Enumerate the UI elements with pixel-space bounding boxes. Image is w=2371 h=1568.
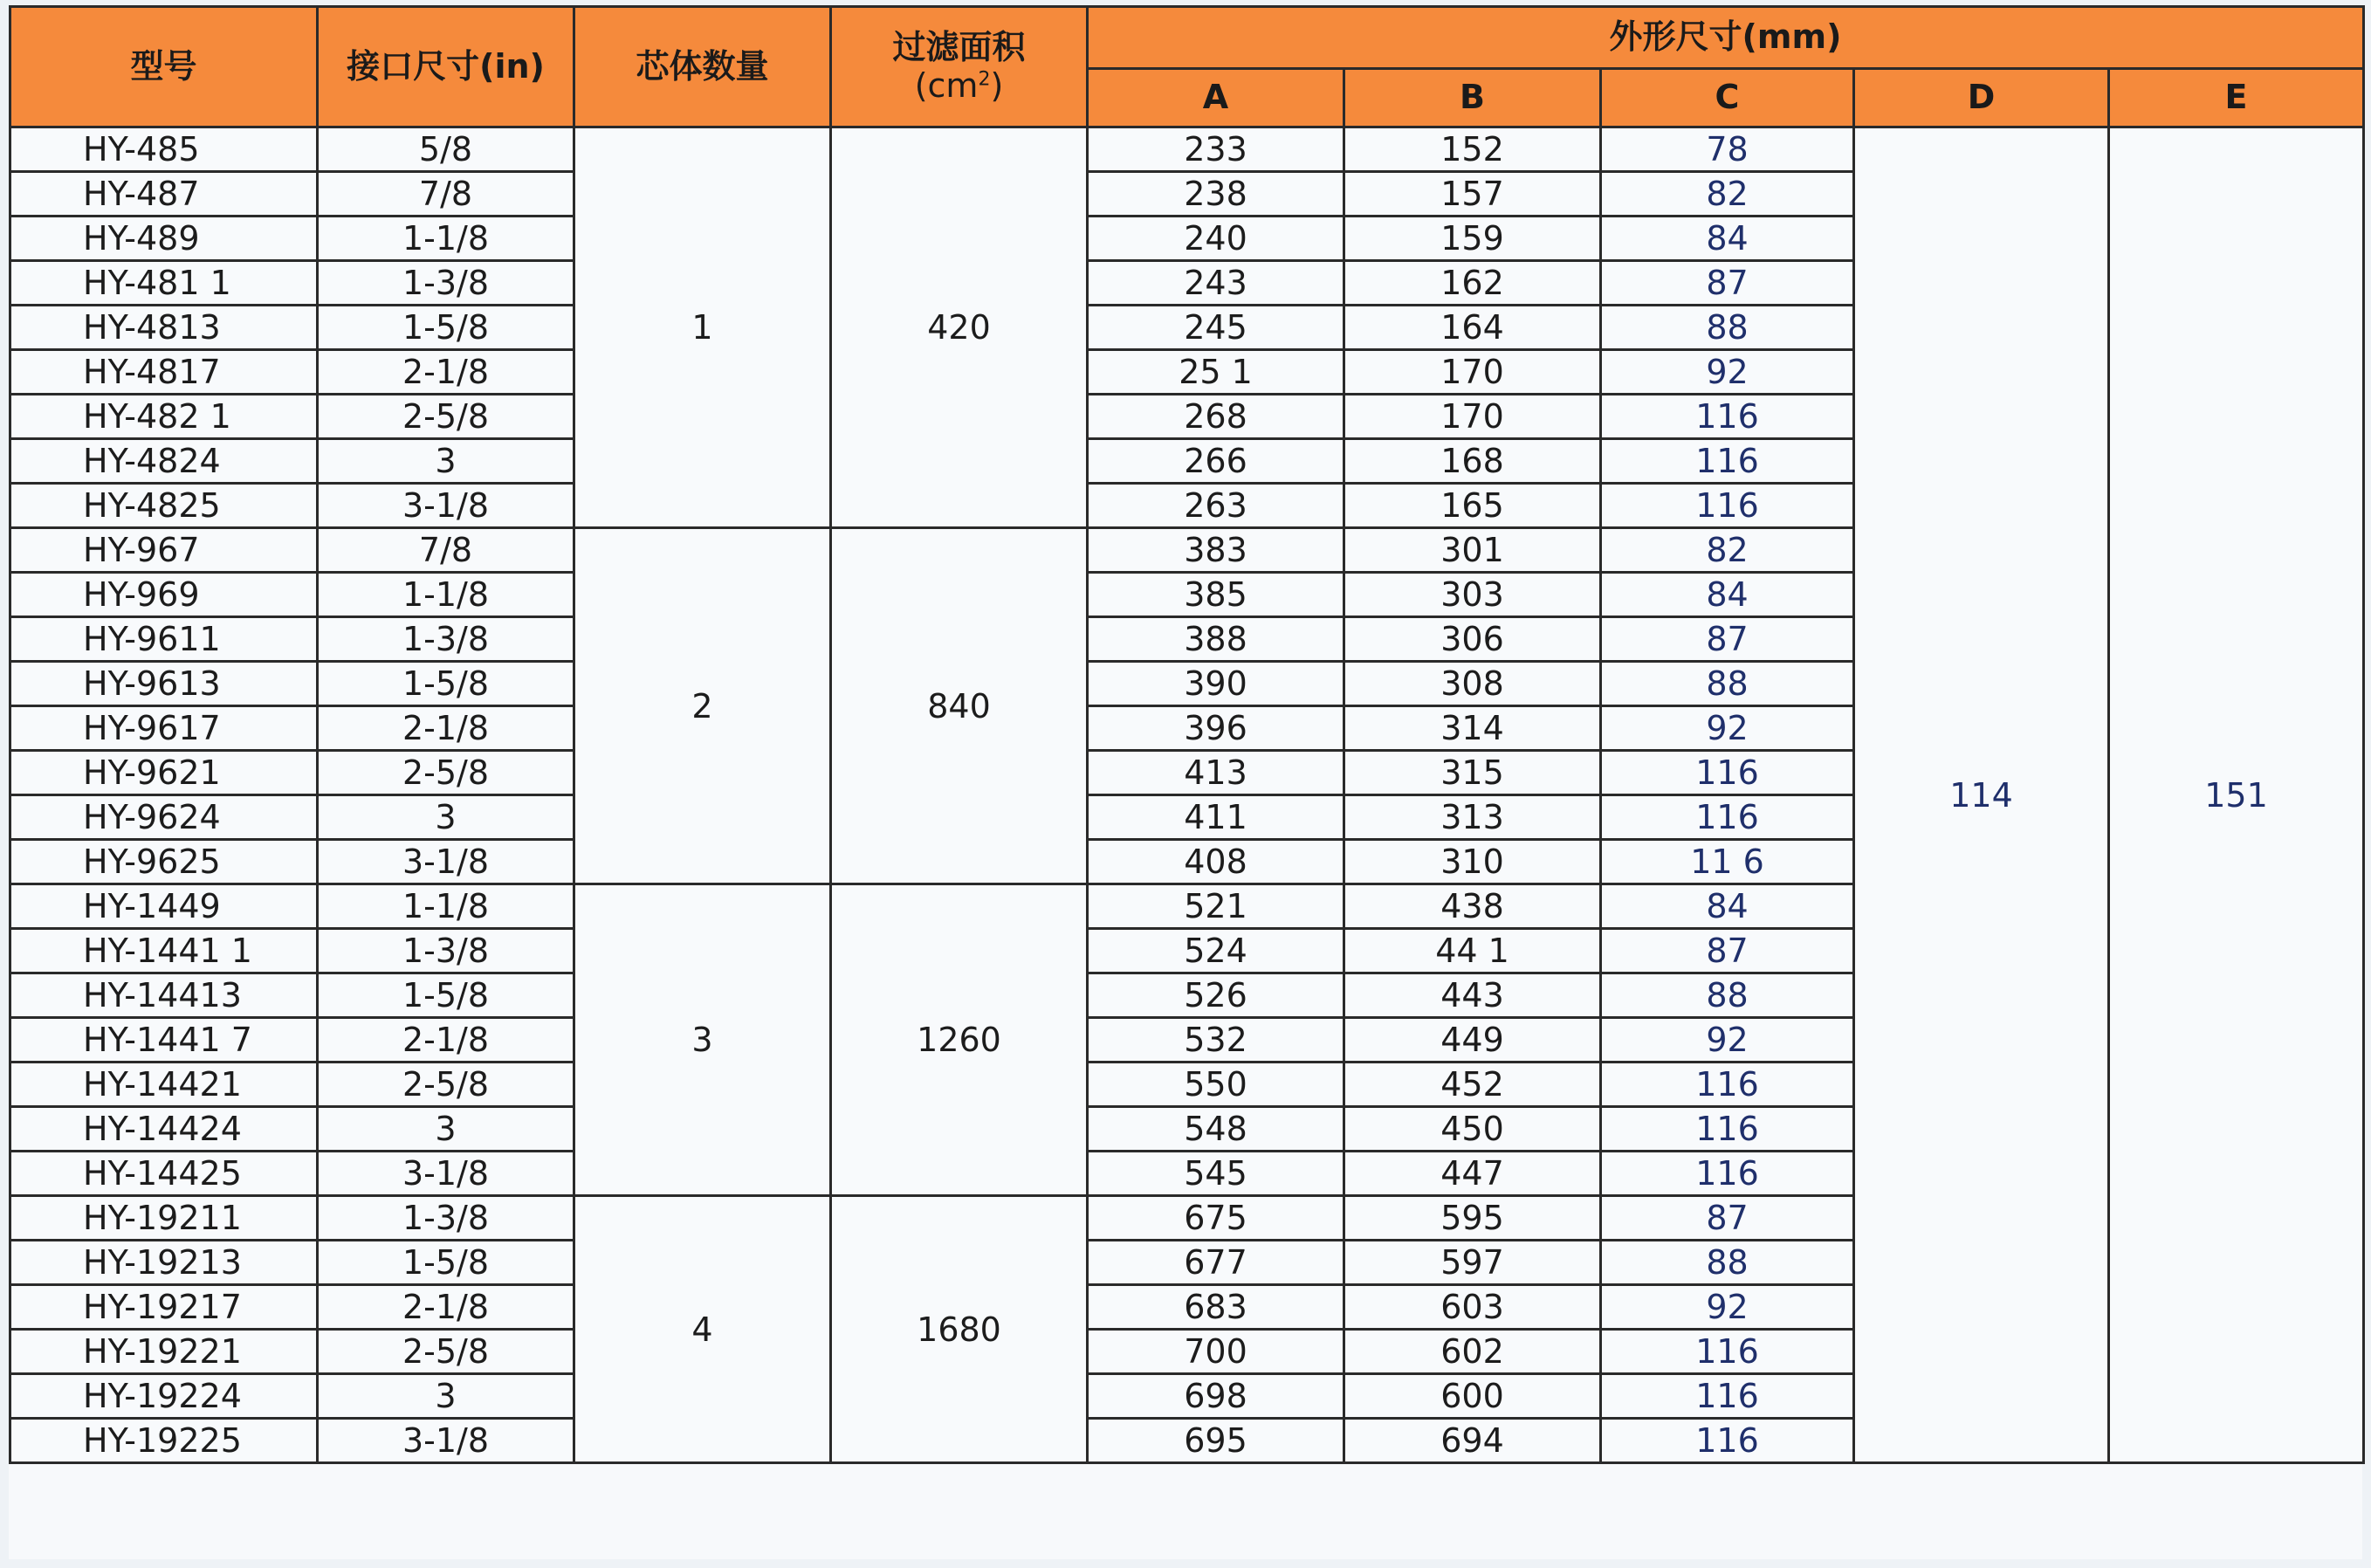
header-col-c: C [1601, 69, 1854, 127]
cell-model: HY-4825 [10, 484, 318, 528]
cell-dim-b: 597 [1344, 1241, 1601, 1285]
cell-dim-a: 263 [1088, 484, 1344, 528]
cell-dim-c: 88 [1601, 973, 1854, 1018]
cell-model: HY-19224 [10, 1374, 318, 1419]
cell-dim-b: 603 [1344, 1285, 1601, 1330]
cell-dim-a: 700 [1088, 1330, 1344, 1374]
header-col-d: D [1854, 69, 2109, 127]
cell-dim-c: 116 [1601, 1330, 1854, 1374]
cell-model: HY-967 [10, 528, 318, 573]
cell-port-size: 3-1/8 [318, 1419, 574, 1463]
cell-dim-c: 116 [1601, 439, 1854, 484]
cell-dim-a: 683 [1088, 1285, 1344, 1330]
spec-table [9, 5, 2365, 1464]
cell-port-size: 1-3/8 [318, 1196, 574, 1241]
cell-model: HY-487 [10, 172, 318, 217]
cell-model: HY-14413 [10, 973, 318, 1018]
cell-model: HY-4813 [10, 306, 318, 350]
cell-dim-c: 87 [1601, 1196, 1854, 1241]
cell-port-size: 1-3/8 [318, 261, 574, 306]
cell-dim-c: 92 [1601, 706, 1854, 751]
cell-model: HY-19221 [10, 1330, 318, 1374]
cell-port-size: 7/8 [318, 528, 574, 573]
cell-dim-c: 84 [1601, 573, 1854, 617]
cell-dim-a: 411 [1088, 795, 1344, 840]
cell-dim-a: 245 [1088, 306, 1344, 350]
cell-core-count: 1 [574, 127, 831, 528]
cell-dim-b: 170 [1344, 395, 1601, 439]
cell-model: HY-969 [10, 573, 318, 617]
cell-model: HY-9613 [10, 662, 318, 706]
cell-dim-a: 532 [1088, 1018, 1344, 1063]
cell-model: HY-9621 [10, 751, 318, 795]
cell-dim-c: 116 [1601, 1063, 1854, 1107]
cell-dim-b: 164 [1344, 306, 1601, 350]
cell-port-size: 1-3/8 [318, 929, 574, 973]
cell-port-size: 2-1/8 [318, 350, 574, 395]
table-body [10, 127, 2364, 1463]
cell-model: HY-489 [10, 217, 318, 261]
cell-port-size: 1-1/8 [318, 884, 574, 929]
header-model: 型号 [10, 7, 318, 127]
spec-sheet [9, 5, 2362, 1559]
cell-dim-b: 162 [1344, 261, 1601, 306]
cell-core-count: 3 [574, 884, 831, 1196]
cell-model: HY-14421 [10, 1063, 318, 1107]
cell-dim-a: 396 [1088, 706, 1344, 751]
cell-port-size: 2-5/8 [318, 395, 574, 439]
cell-model: HY-14424 [10, 1107, 318, 1152]
cell-dim-c: 116 [1601, 395, 1854, 439]
cell-dim-b: 303 [1344, 573, 1601, 617]
cell-port-size: 3 [318, 1374, 574, 1419]
cell-filter-area: 1680 [831, 1196, 1088, 1463]
cell-dim-b: 159 [1344, 217, 1601, 261]
cell-dim-b: 301 [1344, 528, 1601, 573]
cell-model: HY-19225 [10, 1419, 318, 1463]
cell-dim-b: 44 1 [1344, 929, 1601, 973]
cell-model: HY-4824 [10, 439, 318, 484]
cell-port-size: 2-1/8 [318, 1285, 574, 1330]
cell-dim-a: 240 [1088, 217, 1344, 261]
cell-dim-b: 449 [1344, 1018, 1601, 1063]
cell-dim-c: 11 6 [1601, 840, 1854, 884]
cell-port-size: 3 [318, 795, 574, 840]
cell-dim-d: 114 [1854, 127, 2109, 1463]
header-port-size: 接口尺寸(in) [318, 7, 574, 127]
cell-dim-c: 88 [1601, 306, 1854, 350]
cell-dim-b: 308 [1344, 662, 1601, 706]
cell-dim-b: 443 [1344, 973, 1601, 1018]
cell-dim-b: 170 [1344, 350, 1601, 395]
cell-dim-c: 88 [1601, 1241, 1854, 1285]
cell-dim-b: 600 [1344, 1374, 1601, 1419]
cell-dim-b: 452 [1344, 1063, 1601, 1107]
cell-dim-c: 82 [1601, 528, 1854, 573]
cell-model: HY-9625 [10, 840, 318, 884]
cell-dim-a: 388 [1088, 617, 1344, 662]
cell-dim-a: 545 [1088, 1152, 1344, 1196]
cell-dim-a: 548 [1088, 1107, 1344, 1152]
header-dimensions: 外形尺寸(mm) [1088, 7, 2364, 69]
cell-model: HY-485 [10, 127, 318, 172]
cell-filter-area: 840 [831, 528, 1088, 884]
cell-dim-c: 116 [1601, 1419, 1854, 1463]
cell-port-size: 2-5/8 [318, 1330, 574, 1374]
cell-dim-a: 413 [1088, 751, 1344, 795]
cell-dim-b: 602 [1344, 1330, 1601, 1374]
cell-dim-a: 524 [1088, 929, 1344, 973]
cell-dim-a: 408 [1088, 840, 1344, 884]
cell-dim-a: 698 [1088, 1374, 1344, 1419]
cell-core-count: 2 [574, 528, 831, 884]
cell-dim-b: 314 [1344, 706, 1601, 751]
cell-dim-a: 390 [1088, 662, 1344, 706]
cell-port-size: 3-1/8 [318, 484, 574, 528]
cell-port-size: 3 [318, 439, 574, 484]
cell-port-size: 3-1/8 [318, 840, 574, 884]
cell-dim-a: 675 [1088, 1196, 1344, 1241]
cell-port-size: 3 [318, 1107, 574, 1152]
cell-model: HY-481 1 [10, 261, 318, 306]
cell-filter-area: 1260 [831, 884, 1088, 1196]
cell-dim-c: 82 [1601, 172, 1854, 217]
cell-dim-b: 450 [1344, 1107, 1601, 1152]
header-filter-area: 过滤面积 $(cm^2)$ [831, 7, 1088, 127]
cell-filter-area: 420 [831, 127, 1088, 528]
cell-dim-a: 550 [1088, 1063, 1344, 1107]
cell-dim-a: 266 [1088, 439, 1344, 484]
cell-dim-c: 116 [1601, 484, 1854, 528]
cell-model: HY-4817 [10, 350, 318, 395]
cell-dim-c: 92 [1601, 1285, 1854, 1330]
header-col-a: A [1088, 69, 1344, 127]
cell-dim-a: 233 [1088, 127, 1344, 172]
cell-port-size: 2-5/8 [318, 751, 574, 795]
cell-port-size: 1-1/8 [318, 573, 574, 617]
cell-dim-b: 315 [1344, 751, 1601, 795]
cell-model: HY-19211 [10, 1196, 318, 1241]
cell-port-size: 1-5/8 [318, 662, 574, 706]
cell-dim-b: 694 [1344, 1419, 1601, 1463]
cell-model: HY-14425 [10, 1152, 318, 1196]
cell-dim-a: 268 [1088, 395, 1344, 439]
cell-dim-b: 595 [1344, 1196, 1601, 1241]
cell-dim-c: 116 [1601, 1107, 1854, 1152]
cell-dim-b: 165 [1344, 484, 1601, 528]
cell-dim-c: 78 [1601, 127, 1854, 172]
cell-dim-e: 151 [2109, 127, 2364, 1463]
cell-port-size: 2-1/8 [318, 1018, 574, 1063]
cell-dim-c: 116 [1601, 751, 1854, 795]
cell-dim-a: 695 [1088, 1419, 1344, 1463]
cell-dim-c: 116 [1601, 1152, 1854, 1196]
cell-dim-c: 84 [1601, 217, 1854, 261]
cell-model: HY-19217 [10, 1285, 318, 1330]
cell-port-size: 1-5/8 [318, 973, 574, 1018]
cell-dim-c: 116 [1601, 1374, 1854, 1419]
cell-port-size: 5/8 [318, 127, 574, 172]
cell-port-size: 1-5/8 [318, 306, 574, 350]
header-col-b: B [1344, 69, 1601, 127]
cell-port-size: 2-1/8 [318, 706, 574, 751]
cell-model: HY-1441 1 [10, 929, 318, 973]
cell-dim-c: 92 [1601, 350, 1854, 395]
cell-dim-a: 243 [1088, 261, 1344, 306]
cell-model: HY-9611 [10, 617, 318, 662]
cell-dim-c: 88 [1601, 662, 1854, 706]
cell-dim-a: 383 [1088, 528, 1344, 573]
cell-dim-a: 238 [1088, 172, 1344, 217]
cell-dim-b: 447 [1344, 1152, 1601, 1196]
cell-dim-a: 526 [1088, 973, 1344, 1018]
cell-dim-c: 92 [1601, 1018, 1854, 1063]
cell-model: HY-482 1 [10, 395, 318, 439]
cell-model: HY-19213 [10, 1241, 318, 1285]
table-row [10, 127, 2364, 172]
cell-dim-a: 25 1 [1088, 350, 1344, 395]
cell-dim-a: 677 [1088, 1241, 1344, 1285]
header-core-count: 芯体数量 [574, 7, 831, 127]
cell-dim-c: 116 [1601, 795, 1854, 840]
cell-dim-b: 306 [1344, 617, 1601, 662]
cell-dim-b: 310 [1344, 840, 1601, 884]
cell-dim-c: 84 [1601, 884, 1854, 929]
header-col-e: E [2109, 69, 2364, 127]
cell-dim-b: 438 [1344, 884, 1601, 929]
cell-port-size: 1-5/8 [318, 1241, 574, 1285]
cell-dim-c: 87 [1601, 617, 1854, 662]
cell-model: HY-1449 [10, 884, 318, 929]
cell-dim-a: 385 [1088, 573, 1344, 617]
cell-port-size: 1-1/8 [318, 217, 574, 261]
cell-port-size: 7/8 [318, 172, 574, 217]
cell-port-size: 3-1/8 [318, 1152, 574, 1196]
cell-dim-b: 168 [1344, 439, 1601, 484]
cell-dim-b: 313 [1344, 795, 1601, 840]
cell-core-count: 4 [574, 1196, 831, 1463]
cell-port-size: 2-5/8 [318, 1063, 574, 1107]
cell-dim-a: 521 [1088, 884, 1344, 929]
cell-dim-c: 87 [1601, 261, 1854, 306]
cell-model: HY-1441 7 [10, 1018, 318, 1063]
cell-dim-c: 87 [1601, 929, 1854, 973]
cell-dim-b: 152 [1344, 127, 1601, 172]
cell-model: HY-9617 [10, 706, 318, 751]
cell-model: HY-9624 [10, 795, 318, 840]
cell-dim-b: 157 [1344, 172, 1601, 217]
cell-port-size: 1-3/8 [318, 617, 574, 662]
